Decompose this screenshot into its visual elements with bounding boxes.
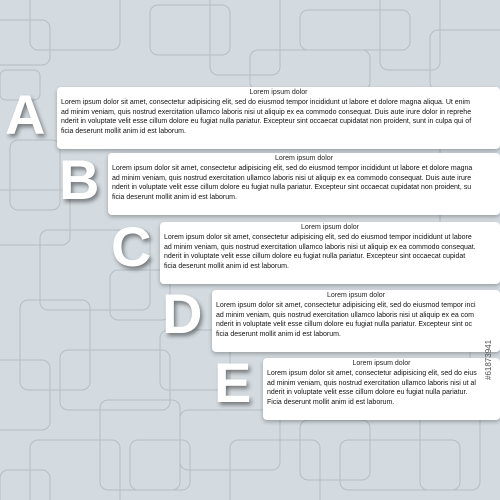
info-card-e — [263, 358, 500, 420]
card-body-line: Lorem ipsum dolor sit amet, consectetur adipisicing elit, sed do eius — [267, 370, 477, 377]
card-body — [57, 98, 500, 136]
card-body-line: ad minim veniam, quis nostrud exercitation ullamco laboris nisi ut aliquip ex ea commodo consequat. — [164, 243, 476, 251]
card-body-line: ficia deserunt mollit anim id est laborum. — [61, 127, 186, 135]
card-title: Lorem ipsum dolor — [352, 360, 411, 367]
info-card-d — [212, 290, 500, 352]
info-card-b — [108, 153, 500, 215]
card-body-line: nderit in voluptate velit esse cillum dolore eu fugiat nulla pariatur. — [267, 389, 468, 397]
card-title: Lorem ipsum dolor — [249, 89, 308, 96]
card-body-line: ad minim veniam, quis nostrud exercitation ullamco laboris nisi ut aliquip ex ea commodo consequat. Duis aute irure dolor in reprehe — [61, 108, 472, 116]
card-body — [212, 301, 500, 339]
card-body — [108, 164, 500, 202]
card-body-line: nderit in voluptate velit esse cillum dolore eu fugiat nulla pariatur. Excepteur sint oc — [216, 321, 473, 329]
info-card-a — [57, 87, 500, 149]
card-title: Lorem ipsum dolor — [301, 224, 359, 231]
letter-b: B — [59, 148, 100, 211]
letter-e: E — [214, 351, 252, 414]
card-body-line: Lorem ipsum dolor sit amet, consectetur adipisicing elit, sed do eiusmod tempor incididunt ut labore et dolore magna — [112, 165, 473, 172]
card-body — [263, 369, 500, 407]
card-body-line: ad minim veniam, quis nostrud exercitation ullamco laboris nisi ut aliquip ex ea commodo consequat. Duis aute irure — [112, 174, 472, 182]
letter-c: C — [111, 215, 152, 278]
card-body-line: ficia deserunt mollit anim id est laborum. — [216, 330, 341, 338]
letter-a: A — [5, 83, 46, 146]
card-body-line: nderit in voluptate velit esse cillum dolore eu fugiat nulla pariatur. Excepteur sint occaecat cupidat — [164, 253, 466, 261]
card-body-line: ficia deserunt mollit anim id est laborum. — [164, 262, 289, 270]
card-body-line: Ficia deserunt mollit anim id est laborum. — [267, 398, 395, 406]
card-body-line: ad minim veniam, quis nostrud exercitation ullamco laboris nisi ut aliquip ex ea com — [216, 311, 474, 319]
card-body-line: ficia deserunt mollit anim id est laborum. — [112, 193, 237, 201]
card-body — [160, 233, 500, 271]
card-title: Lorem ipsum dolor — [327, 292, 385, 299]
card-body-line: Lorem ipsum dolor sit amet, consectetur adipisicing elit, sed do eiusmod tempor incididunt ut labore et dolore magna aliqua. Ut enim — [61, 99, 470, 106]
letter-d: D — [162, 282, 203, 345]
info-card-c — [160, 222, 500, 284]
card-body-line: ad minim veniam, quis nostrud exercitation ullamco laboris nisi ut al — [267, 379, 476, 387]
stock-id: #61873941 — [484, 339, 493, 380]
card-body-line: nderit in voluptate velit esse cillum dolore eu fugiat nulla pariatur. Excepteur sint occaecat cupidatat non proident, sunt in culpa qui of — [61, 118, 472, 126]
card-body-line: nderit in voluptate velit esse cillum dolore eu fugiat nulla pariatur. Excepteur sint occaecat cupidatat non proident, su — [112, 184, 472, 192]
card-body-line: Lorem ipsum dolor sit amet, consectetur adipisicing elit, sed do eiusmod tempor incididunt ut labore — [164, 234, 472, 241]
card-body-line: Lorem ipsum dolor sit amet, consectetur adipisicing elit, sed do eiusmod tempor inci — [216, 302, 476, 309]
card-title: Lorem ipsum dolor — [275, 155, 333, 162]
